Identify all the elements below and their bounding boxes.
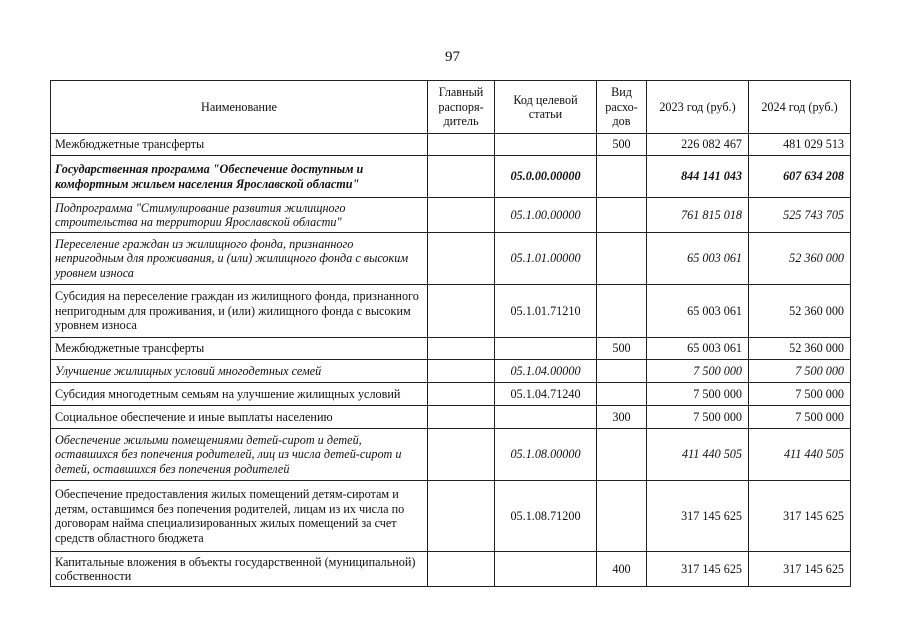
row-admin-cell	[428, 285, 495, 338]
row-code-cell: 05.1.01.71210	[495, 285, 597, 338]
table-row	[51, 233, 851, 285]
row-name-cell: Государственная программа "Обеспечение доступным и комфортным жильем населения Ярославской области"	[51, 156, 428, 198]
page-number: 97	[445, 49, 460, 65]
row-2023-cell: 7 500 000	[647, 406, 749, 429]
row-2024-cell: 607 634 208	[749, 156, 851, 198]
row-admin-cell	[428, 552, 495, 587]
row-vid-cell: 500	[597, 134, 647, 156]
table-row	[51, 338, 851, 360]
table-row	[51, 285, 851, 338]
row-vid-cell	[597, 360, 647, 383]
row-code-cell: 05.1.08.71200	[495, 481, 597, 552]
row-code-cell: 05.1.04.71240	[495, 383, 597, 406]
row-vid-cell	[597, 285, 647, 338]
row-admin-cell	[428, 134, 495, 156]
row-2024-cell: 525 743 705	[749, 198, 851, 233]
row-name-cell: Улучшение жилищных условий многодетных семей	[51, 360, 428, 383]
row-vid-cell	[597, 198, 647, 233]
row-name-cell: Капитальные вложения в объекты государственной (муниципальной) собственности	[51, 552, 428, 587]
row-2023-cell: 317 145 625	[647, 481, 749, 552]
table-row	[51, 406, 851, 429]
table-row	[51, 429, 851, 481]
row-code-cell	[495, 552, 597, 587]
row-name-cell: Подпрограмма "Стимулирование развития жилищного строительства на территории Ярославской области"	[51, 198, 428, 233]
row-code-cell: 05.0.00.00000	[495, 156, 597, 198]
row-name-cell: Обеспечение жилыми помещениями детей-сирот и детей, оставшихся без попечения родителей, лиц из числа детей-сирот и детей, оставшихся без попечения родителей	[51, 429, 428, 481]
table-row	[51, 481, 851, 552]
row-2024-cell: 52 360 000	[749, 233, 851, 285]
table-row	[51, 134, 851, 156]
table-row	[51, 156, 851, 198]
row-vid-cell	[597, 383, 647, 406]
header-admin: Главный распоря-дитель	[428, 81, 495, 134]
row-name-cell: Обеспечение предоставления жилых помещений детям-сиротам и детям, оставшимся без попечения родителей, лицам из их числа по договорам найма специализированных жилых помещений за счет средств областного бюджета	[51, 481, 428, 552]
row-name-cell: Социальное обеспечение и иные выплаты населению	[51, 406, 428, 429]
row-vid-cell	[597, 429, 647, 481]
row-2023-cell: 317 145 625	[647, 552, 749, 587]
row-2023-cell: 7 500 000	[647, 360, 749, 383]
row-code-cell: 05.1.04.00000	[495, 360, 597, 383]
table-header-row	[51, 81, 851, 134]
row-2023-cell: 411 440 505	[647, 429, 749, 481]
header-vid: Вид расхо-дов	[597, 81, 647, 134]
row-code-cell: 05.1.00.00000	[495, 198, 597, 233]
row-vid-cell	[597, 233, 647, 285]
row-admin-cell	[428, 338, 495, 360]
row-code-cell	[495, 134, 597, 156]
row-2023-cell: 226 082 467	[647, 134, 749, 156]
row-code-cell	[495, 406, 597, 429]
row-vid-cell: 300	[597, 406, 647, 429]
row-2024-cell: 52 360 000	[749, 338, 851, 360]
row-2024-cell: 411 440 505	[749, 429, 851, 481]
row-2023-cell: 7 500 000	[647, 383, 749, 406]
row-2024-cell: 7 500 000	[749, 360, 851, 383]
row-vid-cell: 500	[597, 338, 647, 360]
row-2023-cell: 761 815 018	[647, 198, 749, 233]
row-admin-cell	[428, 233, 495, 285]
table-row	[51, 198, 851, 233]
row-name-cell: Субсидия многодетным семьям на улучшение жилищных условий	[51, 383, 428, 406]
header-name: Наименование	[51, 81, 428, 134]
row-2023-cell: 65 003 061	[647, 285, 749, 338]
row-name-cell: Субсидия на переселение граждан из жилищного фонда, признанного непригодным для проживания, и (или) жилищного фонда с высоким уровнем износа	[51, 285, 428, 338]
row-2024-cell: 317 145 625	[749, 552, 851, 587]
row-admin-cell	[428, 481, 495, 552]
row-2024-cell: 52 360 000	[749, 285, 851, 338]
row-2023-cell: 844 141 043	[647, 156, 749, 198]
header-code: Код целевой статьи	[495, 81, 597, 134]
row-admin-cell	[428, 429, 495, 481]
row-admin-cell	[428, 406, 495, 429]
row-vid-cell	[597, 481, 647, 552]
row-name-cell: Межбюджетные трансферты	[51, 338, 428, 360]
row-admin-cell	[428, 383, 495, 406]
budget-table	[50, 80, 851, 587]
row-vid-cell	[597, 156, 647, 198]
row-code-cell: 05.1.08.00000	[495, 429, 597, 481]
row-admin-cell	[428, 156, 495, 198]
row-2024-cell: 7 500 000	[749, 383, 851, 406]
row-code-cell	[495, 338, 597, 360]
row-2023-cell: 65 003 061	[647, 233, 749, 285]
row-name-cell: Переселение граждан из жилищного фонда, признанного непригодным для проживания, и (или) жилищного фонда с высоким уровнем износа	[51, 233, 428, 285]
row-admin-cell	[428, 198, 495, 233]
table-row	[51, 552, 851, 587]
row-name-cell: Межбюджетные трансферты	[51, 134, 428, 156]
row-2024-cell: 481 029 513	[749, 134, 851, 156]
table-row	[51, 383, 851, 406]
row-2024-cell: 7 500 000	[749, 406, 851, 429]
header-2023: 2023 год (руб.)	[647, 81, 749, 134]
header-2024: 2024 год (руб.)	[749, 81, 851, 134]
row-code-cell: 05.1.01.00000	[495, 233, 597, 285]
row-admin-cell	[428, 360, 495, 383]
row-2023-cell: 65 003 061	[647, 338, 749, 360]
table-row	[51, 360, 851, 383]
row-vid-cell: 400	[597, 552, 647, 587]
row-2024-cell: 317 145 625	[749, 481, 851, 552]
